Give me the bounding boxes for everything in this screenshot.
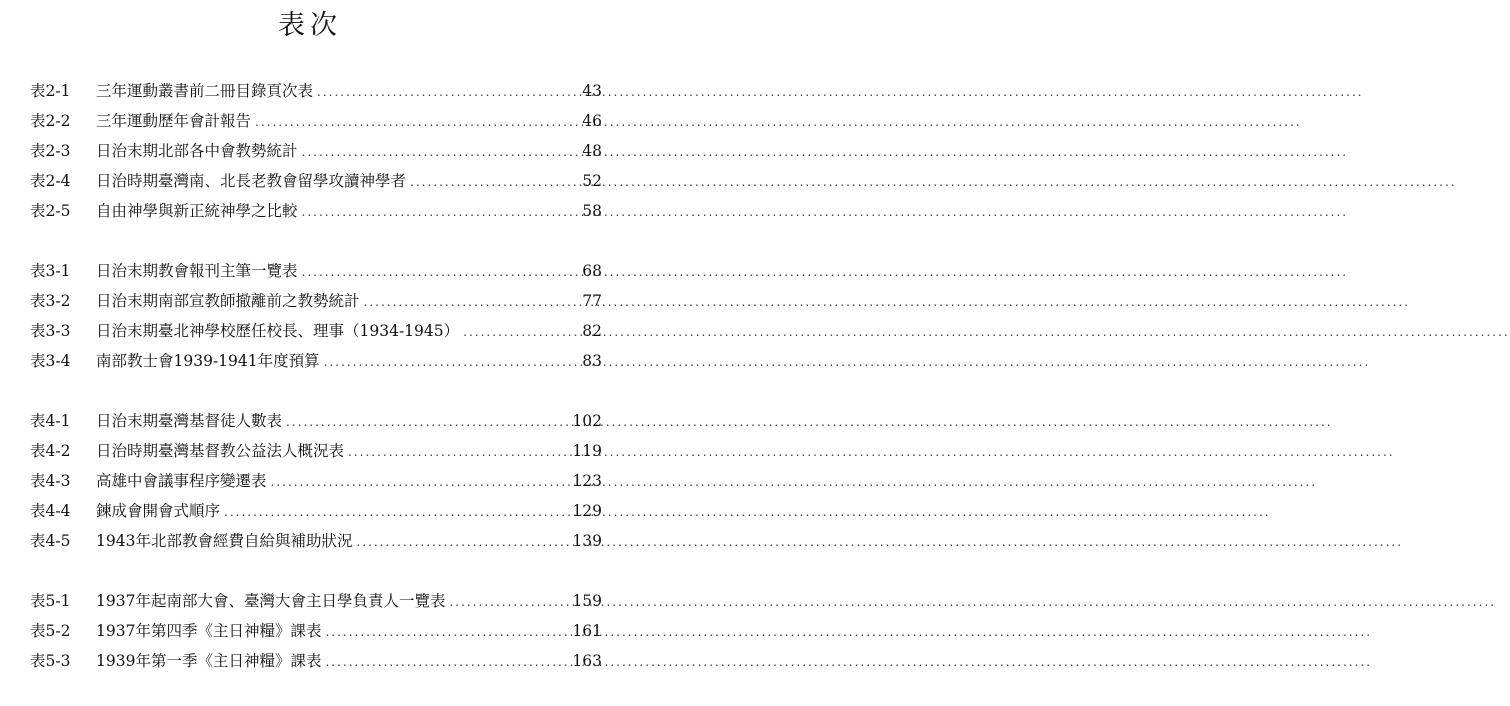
table-of-tables	[30, 76, 602, 706]
toc-group	[30, 586, 602, 676]
toc-entry[interactable]	[30, 466, 602, 496]
toc-group	[30, 76, 602, 226]
table-number: 表4-3	[30, 472, 71, 490]
toc-entry[interactable]	[30, 616, 602, 646]
table-title: 三年運動歷年會計報告	[96, 112, 252, 130]
table-title: 1937年第四季《主日神糧》課表	[96, 622, 322, 640]
dot-leader	[302, 137, 581, 167]
dot-leader	[286, 407, 570, 437]
page-title: 表次	[278, 10, 342, 41]
toc-entry[interactable]	[30, 316, 602, 346]
toc-entry[interactable]	[30, 436, 602, 466]
table-number: 表4-2	[30, 442, 71, 460]
page-number: 68	[582, 262, 602, 280]
toc-entry[interactable]	[30, 526, 602, 556]
table-number: 表5-1	[30, 592, 71, 610]
page-number: 159	[572, 592, 602, 610]
table-number: 表2-1	[30, 82, 71, 100]
table-number: 表3-3	[30, 322, 71, 340]
toc-entry[interactable]	[30, 136, 602, 166]
toc-entry[interactable]	[30, 406, 602, 436]
toc-entry[interactable]	[30, 346, 602, 376]
page-number: 163	[572, 652, 602, 670]
table-title: 1939年第一季《主日神糧》課表	[96, 652, 322, 670]
toc-entry[interactable]	[30, 286, 602, 316]
dot-leader	[255, 107, 580, 137]
table-title: 南部教士會1939-1941年度預算	[96, 352, 320, 370]
table-title: 鍊成會開會式順序	[96, 502, 221, 520]
toc-entry[interactable]	[30, 166, 602, 196]
table-number: 表2-5	[30, 202, 71, 220]
toc-entry[interactable]	[30, 586, 602, 616]
page-number: 48	[582, 142, 602, 160]
dot-leader	[324, 347, 581, 377]
page-number: 77	[582, 292, 602, 310]
table-title: 三年運動叢書前二冊目錄頁次表	[96, 82, 314, 100]
table-title: 日治末期教會報刊主筆一覽表	[96, 262, 298, 280]
dot-leader	[325, 617, 570, 647]
table-number: 表3-4	[30, 352, 71, 370]
table-number: 表2-2	[30, 112, 71, 130]
page-number: 83	[582, 352, 602, 370]
toc-group	[30, 256, 602, 376]
toc-entry[interactable]	[30, 196, 602, 226]
page-number: 52	[582, 172, 602, 190]
page-number: 43	[582, 82, 602, 100]
table-title: 日治時期臺灣南、北長老教會留學攻讀神學者	[96, 172, 407, 190]
table-number: 表4-1	[30, 412, 71, 430]
dot-leader	[317, 77, 580, 107]
table-title: 日治時期臺灣基督教公益法人概況表	[96, 442, 345, 460]
dot-leader	[410, 167, 580, 197]
table-title: 日治末期南部宣教師撤離前之教勢統計	[96, 292, 360, 310]
page-number: 82	[582, 322, 602, 340]
table-number: 表5-3	[30, 652, 71, 670]
toc-entry[interactable]	[30, 496, 602, 526]
dot-leader	[348, 437, 570, 467]
table-title: 1943年北部教會經費自給與補助狀況	[96, 532, 353, 550]
dot-leader	[356, 527, 570, 557]
dot-leader	[302, 197, 581, 227]
dot-leader	[302, 257, 581, 287]
page-number: 161	[572, 622, 602, 640]
table-number: 表2-3	[30, 142, 71, 160]
table-number: 表5-2	[30, 622, 71, 640]
table-number: 表4-4	[30, 502, 71, 520]
page-number: 119	[572, 442, 602, 460]
page-number: 129	[572, 502, 602, 520]
dot-leader	[364, 287, 581, 317]
table-title: 日治末期北部各中會教勢統計	[96, 142, 298, 160]
table-number: 表2-4	[30, 172, 71, 190]
table-title: 高雄中會議事程序變遷表	[96, 472, 267, 490]
dot-leader	[325, 647, 570, 677]
dot-leader	[224, 497, 570, 527]
page-number: 123	[572, 472, 602, 490]
dot-leader	[463, 317, 580, 347]
dot-leader	[449, 587, 570, 617]
table-title: 日治末期臺北神學校歷任校長、理事（1934-1945）	[96, 322, 460, 340]
page-number: 58	[582, 202, 602, 220]
toc-group	[30, 406, 602, 556]
table-title: 日治末期臺灣基督徒人數表	[96, 412, 283, 430]
toc-entry[interactable]	[30, 76, 602, 106]
table-number: 表3-1	[30, 262, 71, 280]
page-number: 102	[572, 412, 602, 430]
page-number: 46	[582, 112, 602, 130]
table-number: 表4-5	[30, 532, 71, 550]
toc-entry[interactable]	[30, 256, 602, 286]
table-title: 1937年起南部大會、臺灣大會主日學負責人一覽表	[96, 592, 446, 610]
page-number: 139	[572, 532, 602, 550]
toc-entry[interactable]	[30, 106, 602, 136]
table-number: 表3-2	[30, 292, 71, 310]
dot-leader	[271, 467, 571, 497]
table-title: 自由神學與新正統神學之比較	[96, 202, 298, 220]
toc-entry[interactable]	[30, 646, 602, 676]
